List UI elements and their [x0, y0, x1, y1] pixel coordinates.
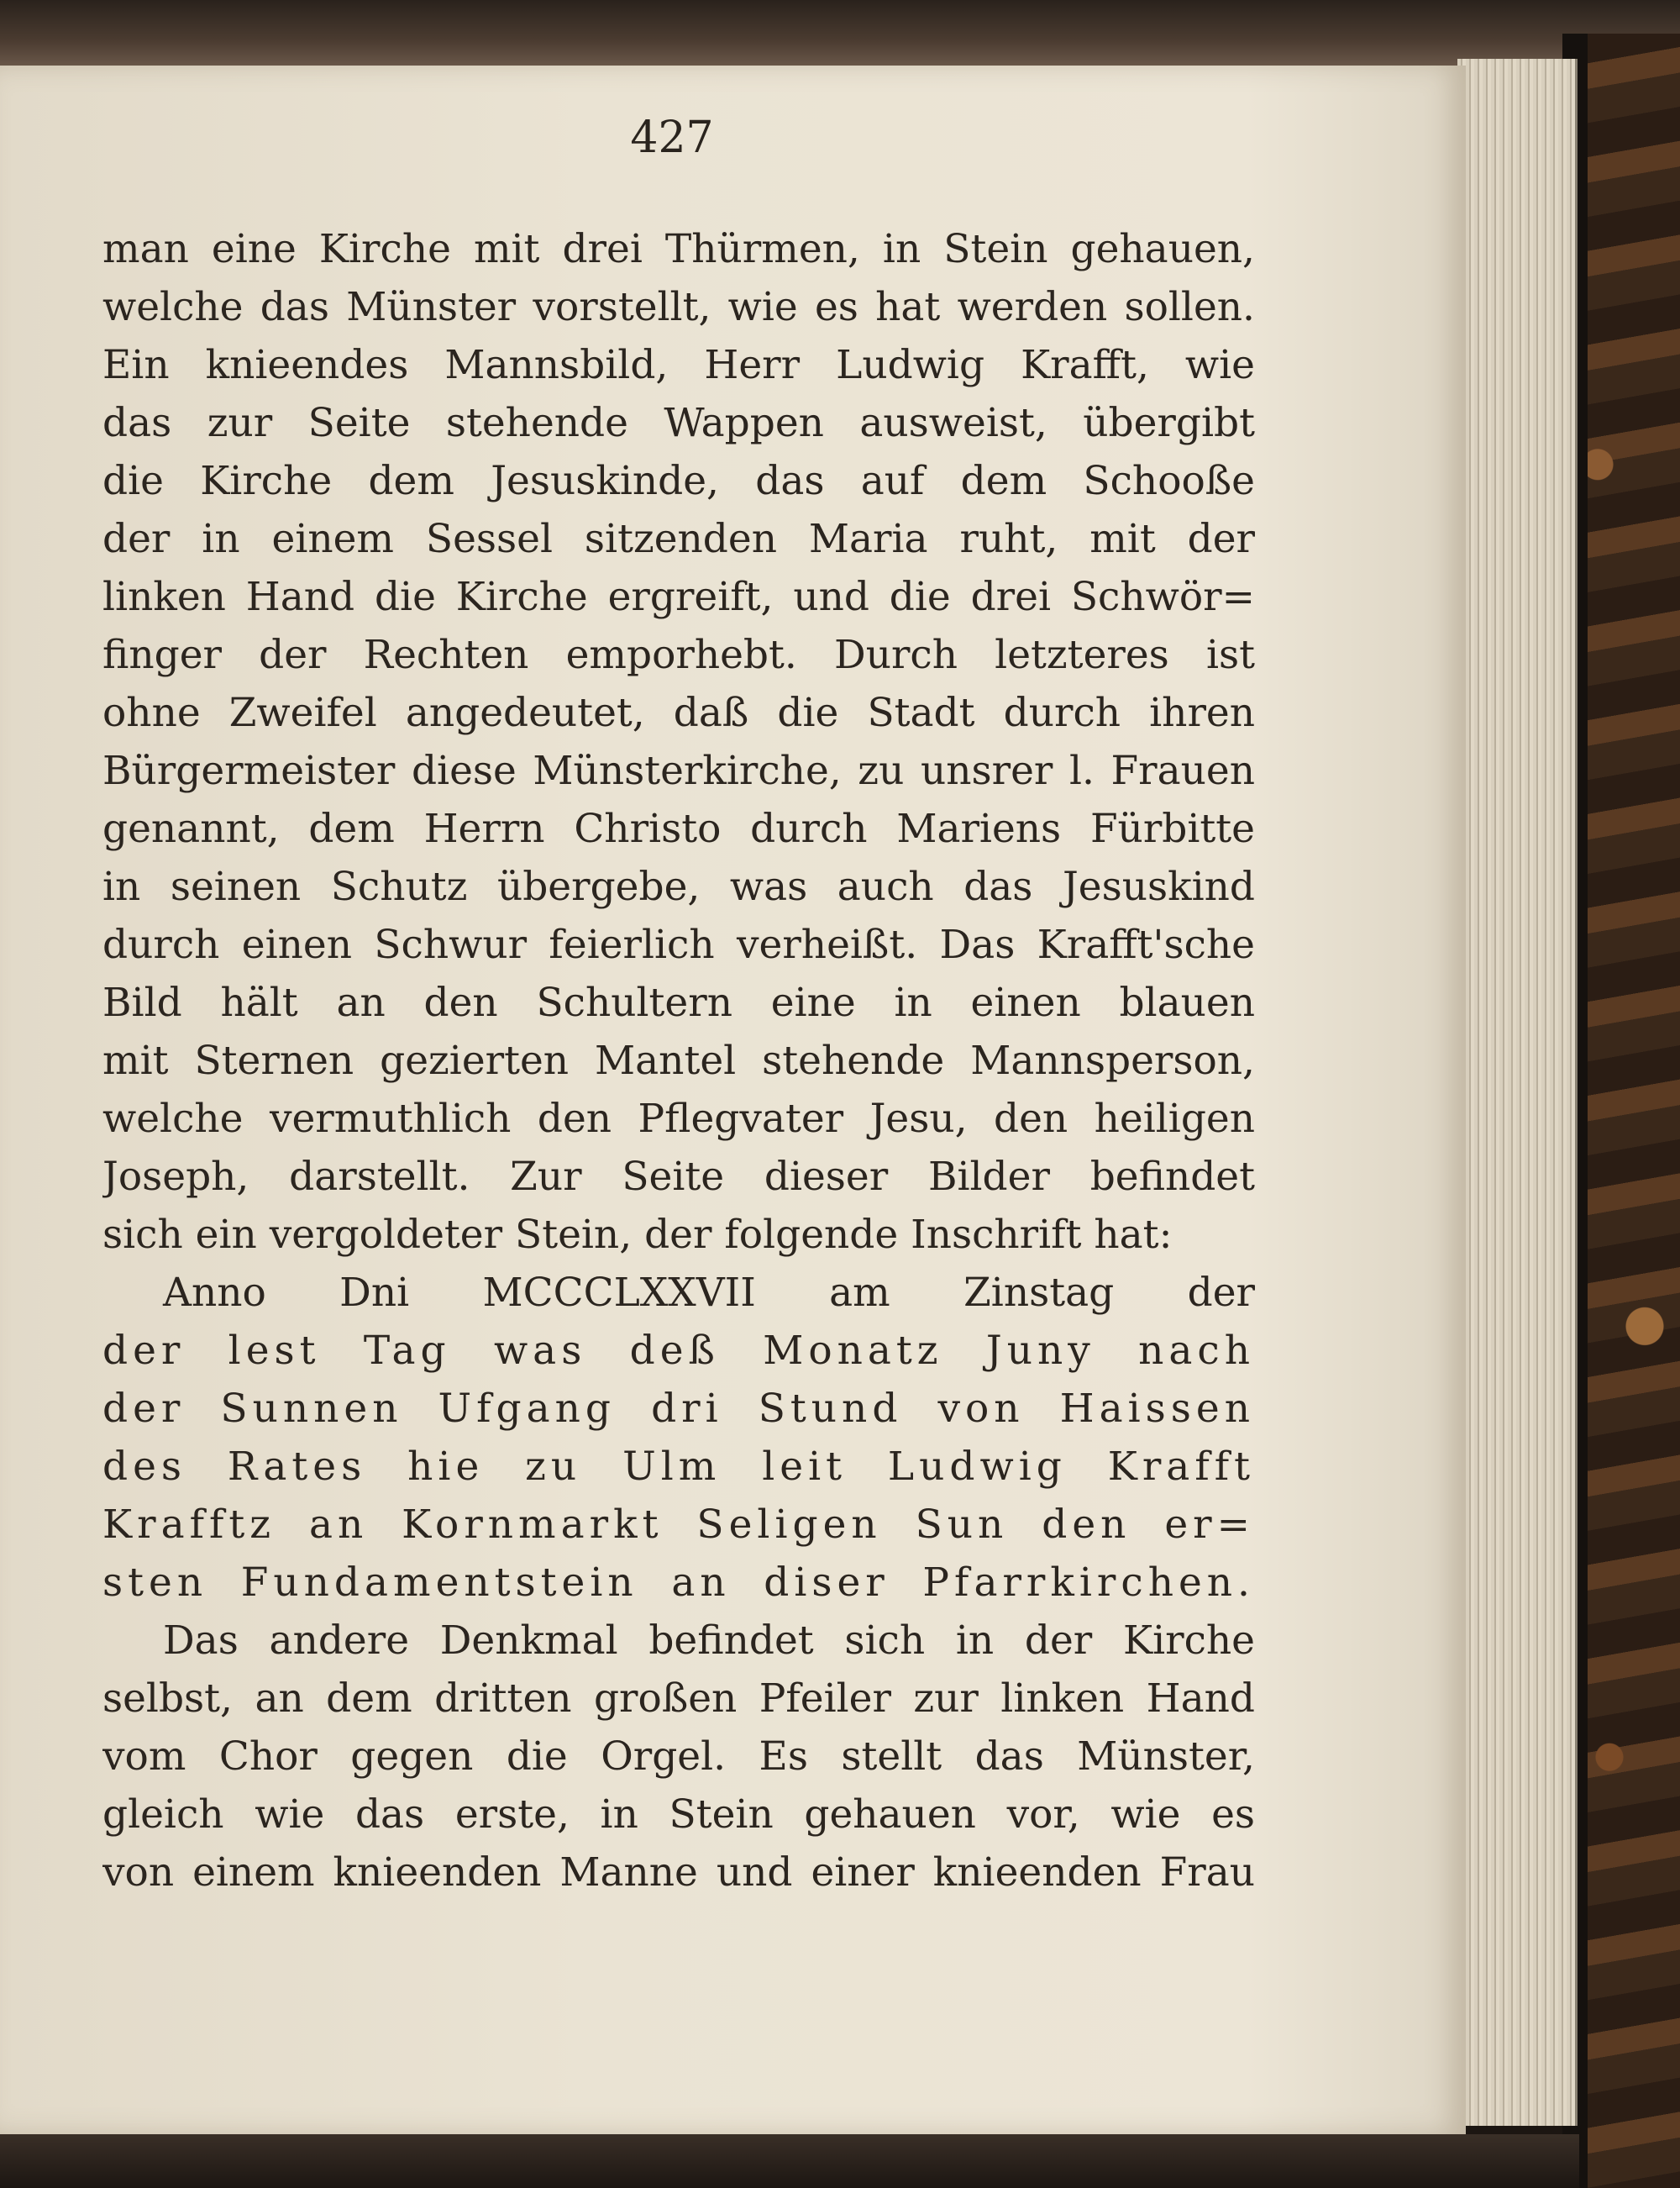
text-line: man eine Kirche mit drei Thürmen, in Stein gehauen, [102, 226, 1255, 272]
text-line: ohne Zweifel angedeutet, daß die Stadt durch ihren [102, 690, 1255, 736]
text-line: selbst, an dem dritten großen Pfeiler zur linken Hand [102, 1675, 1255, 1722]
text-line: welche das Münster vorstellt, wie es hat werden sollen. [102, 284, 1255, 330]
text-line: von einem knieenden Manne und einer knieenden Frau [102, 1849, 1255, 1896]
text-line: sich ein vergoldeter Stein, der folgende Inschrift hat: [102, 1212, 1173, 1258]
book-edge-bottom [0, 2134, 1579, 2188]
text-line: die Kirche dem Jesuskinde, das auf dem Schooße [102, 458, 1255, 504]
text-line: Krafftz an Kornmarkt Seligen Sun den er= [102, 1502, 1255, 1548]
text-line: linken Hand die Kirche ergreift, und die drei Schwör= [102, 574, 1255, 620]
text-line: in seinen Schutz übergebe, was auch das Jesuskind [102, 864, 1255, 910]
text-line: Bürgermeister diese Münsterkirche, zu unsrer l. Frauen [102, 748, 1255, 794]
text-line: mit Sternen gezierten Mantel stehende Mannsperson, [102, 1038, 1255, 1084]
text-line: finger der Rechten emporhebt. Durch letzteres ist [102, 632, 1255, 678]
text-line: welche vermuthlich den Pflegvater Jesu, den heiligen [102, 1096, 1255, 1142]
book-edge-top [0, 0, 1680, 67]
text-line: Bild hält an den Schultern eine in einen blauen [102, 980, 1255, 1026]
text-line: der lest Tag was deß Monatz Juny nach [102, 1328, 1255, 1374]
text-line: des Rates hie zu Ulm leit Ludwig Krafft [102, 1444, 1255, 1490]
page-stack-edges [1457, 59, 1578, 2126]
text-line: durch einen Schwur feierlich verheißt. Das Krafft'sche [102, 922, 1255, 968]
text-line: Das andere Denkmal befindet sich in der Kirche [163, 1617, 1255, 1664]
text-line: sten Fundamentstein an diser Pfarrkirchen. [102, 1559, 1255, 1606]
page-number: 427 [630, 113, 714, 163]
text-line: das zur Seite stehende Wappen ausweist, übergibt [102, 400, 1255, 446]
text-line: Ein knieendes Mannsbild, Herr Ludwig Krafft, wie [102, 342, 1255, 388]
text-line: genannt, dem Herrn Christo durch Mariens Fürbitte [102, 806, 1255, 852]
text-line: gleich wie das erste, in Stein gehauen vor, wie es [102, 1791, 1255, 1838]
text-line: vom Chor gegen die Orgel. Es stellt das Münster, [102, 1733, 1255, 1780]
text-line: der Sunnen Ufgang dri Stund von Haissen [102, 1386, 1255, 1432]
text-line: der in einem Sessel sitzenden Maria ruht, mit der [102, 516, 1255, 562]
body-text [102, 220, 1255, 1901]
text-line: Anno Dni MCCCLXXVII am Zinstag der [163, 1270, 1255, 1316]
text-line: Joseph, darstellt. Zur Seite dieser Bilder befindet [102, 1154, 1255, 1200]
